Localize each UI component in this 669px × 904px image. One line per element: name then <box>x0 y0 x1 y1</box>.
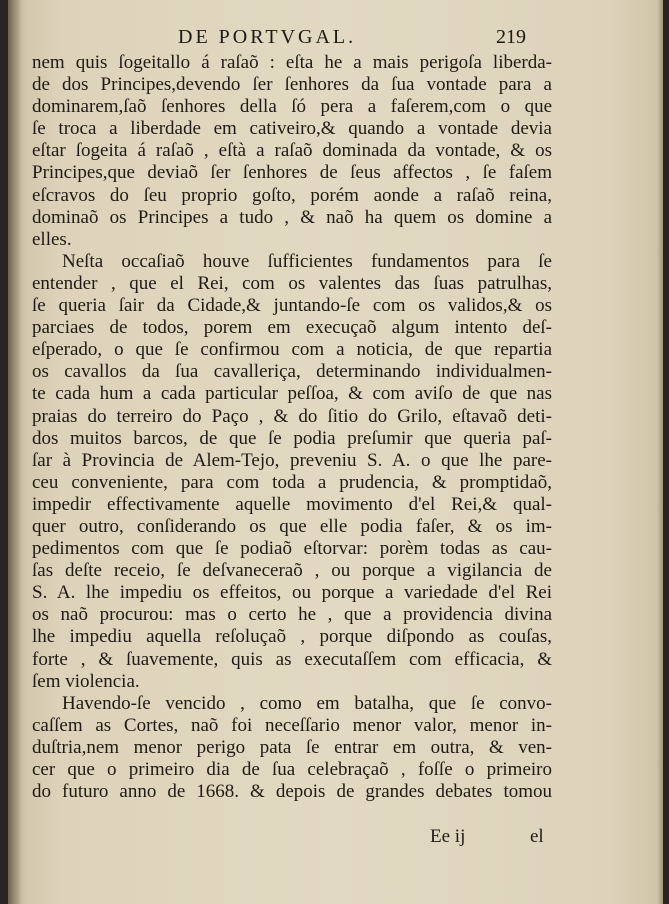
text-line: quer outro, conſiderando os que elle podia faſer, & os im- <box>32 515 552 537</box>
paragraph-start-line: Neſta occaſiaõ houve ſufficientes fundamentos para ſe <box>62 250 552 272</box>
signature-mark: Ee ij <box>430 826 466 847</box>
book-page <box>8 0 663 904</box>
text-line: eſcravos do ſeu proprio goſto, porém aonde a raſaõ reina, <box>32 184 552 206</box>
text-line: forte , & ſuavemente, quis as executaſſem com efficacia, & <box>32 648 552 670</box>
running-title: DE PORTVGAL. <box>178 26 357 48</box>
text-line: elles. <box>32 228 72 250</box>
text-line: ſem violencia. <box>32 670 140 692</box>
text-line: dominarem,ſaõ ſenhores della ſó pera a faſerem,com o que <box>32 96 552 118</box>
text-line: os naõ procurou: mas o certo he , que a providencia divina <box>32 604 552 626</box>
text-line: lhe impediu aquella reſoluçaõ , porque diſpondo as couſas, <box>32 626 552 648</box>
text-line: S. A. lhe impediu os effeitos, ou porque a variedade d'el Rei <box>32 582 552 604</box>
text-line: de dos Principes,devendo ſer ſenhores da ſua vontade para a <box>32 74 552 96</box>
text-line: eſperado, o que ſe confirmou com a noticia, de que repartia <box>32 339 552 361</box>
text-line: ſe troca a liberdade em cativeiro,& quando a vontade devia <box>32 118 552 140</box>
text-line: nem quis ſogeitallo á raſaõ : eſta he a mais perigoſa liberda- <box>32 52 552 73</box>
page-gutter <box>8 0 22 904</box>
text-line: dos muitos barcos, de que ſe podia preſumir que queria paſ- <box>32 427 552 449</box>
text-line: cer que o primeiro dia de ſua celebraçaõ , foſſe o primeiro <box>32 759 552 780</box>
page-header <box>8 26 663 52</box>
text-line: ſe queria ſair da Cidade,& juntando-ſe com os validos,& os <box>32 295 552 317</box>
text-line: eſtar ſogeita á raſaõ , eſtà a raſaõ dominada da vontade, & os <box>32 140 552 162</box>
text-line: dominaõ os Principes a tudo , & naõ ha quem os domine a <box>32 206 552 228</box>
text-line: entender , que el Rei, com os valentes das ſuas patrulhas, <box>32 272 552 294</box>
text-line: ſar à Provincia de Alem-Tejo, preveniu S. A. o que lhe pare- <box>32 449 552 471</box>
text-line: ceu conveniente, para com toda a prudencia, & promptidaõ, <box>32 471 552 493</box>
text-line: praias do terreiro do Paço , & do ſitio do Grilo, eſtavaõ deti- <box>32 405 552 427</box>
text-line: ſas deſte receio, ſe deſvaneceraõ , ou porque a vigilancia de <box>32 560 552 582</box>
catchword: el <box>530 826 544 847</box>
text-line: os cavallos da ſua cavalleriça, determinando individualmen- <box>32 361 552 383</box>
page-number: 219 <box>496 26 526 48</box>
body-text <box>32 52 552 803</box>
paragraph-start-line: Havendo-ſe vencido , como em batalha, que ſe convo- <box>62 692 552 714</box>
text-line: do futuro anno de 1668. & depois de grandes debates tomou <box>32 781 552 803</box>
text-line: caſſem as Cortes, naõ foi neceſſario menor valor, menor in- <box>32 714 552 736</box>
text-line: parciaes de todos, porem em execuçaõ algum intento deſ- <box>32 317 552 339</box>
page-footer <box>32 826 552 850</box>
text-line: duſtria,nem menor perigo pata ſe entrar em outra, & ven- <box>32 736 552 758</box>
text-line: impedir effectivamente aquelle movimento d'el Rei,& qual- <box>32 493 552 515</box>
text-line: te cada hum a cada particular peſſoa, & com aviſo de que nas <box>32 383 552 405</box>
text-line: pedimentos com que ſe podiaõ eſtorvar: porèm todas as cau- <box>32 538 552 560</box>
page-edge <box>657 0 663 904</box>
text-line: Principes,que deviaõ ſer ſenhores de ſeus affectos , ſe faſem <box>32 162 552 184</box>
